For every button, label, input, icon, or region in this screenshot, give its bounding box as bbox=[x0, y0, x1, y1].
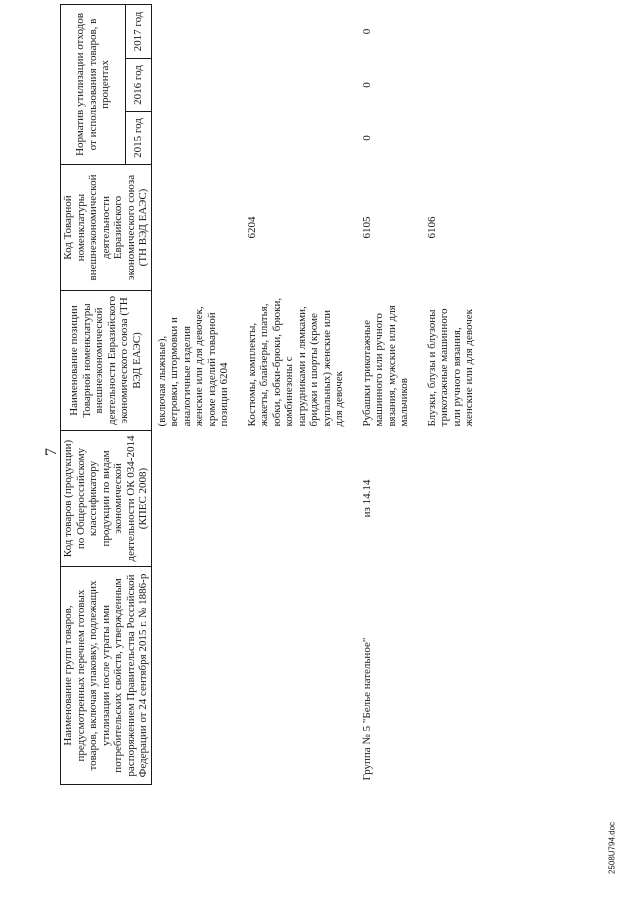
cell-2015: 0 bbox=[360, 135, 373, 141]
cell-tnved-code bbox=[151, 165, 232, 291]
table-row bbox=[347, 4, 412, 784]
cell-2016 bbox=[232, 59, 347, 112]
cell-2015 bbox=[151, 112, 232, 165]
cell-okpd: из 14.14 bbox=[360, 479, 373, 518]
header-norm: Норматив утилизации отходов от использования товаров, в процентах bbox=[61, 4, 126, 164]
cell-okpd bbox=[232, 431, 347, 567]
header-year-2016: 2016 год bbox=[126, 59, 151, 112]
cell-2015 bbox=[232, 112, 347, 165]
cell-tnved-name: Рубашки трикотажные машинного или ручного вязания, мужские или для мальчиков bbox=[360, 305, 410, 427]
norms-table bbox=[60, 4, 477, 785]
cell-group bbox=[412, 567, 477, 785]
cell-okpd bbox=[412, 431, 477, 567]
header-year-2017: 2017 год bbox=[126, 4, 151, 58]
cell-group: Группа № 5 "Белье нательное" bbox=[360, 637, 373, 781]
table-row bbox=[232, 4, 347, 784]
cell-2017 bbox=[412, 4, 477, 58]
cell-group bbox=[232, 567, 347, 785]
cell-okpd bbox=[151, 431, 232, 567]
page-number: 7 bbox=[43, 448, 60, 456]
cell-2017: 0 bbox=[360, 28, 373, 35]
cell-tnved-code: 6105 bbox=[360, 216, 373, 239]
cell-2016: 0 bbox=[360, 82, 373, 88]
footer-doc-code: 2508U794.doc bbox=[607, 821, 617, 875]
header-okpd: Код товаров (продукции) по Общероссийскому классификатору продукции по видам экономической деятельности ОК 034-2014 (КПЕС 2008) bbox=[61, 431, 152, 567]
header-group: Наименование групп товаров, предусмотренных перечнем готовых товаров, включая упаковку, подлежащих утилизации после утраты ими потребительских свойств, утвержденным распоряжением Правительства Российской Федерации от 24 сентября 2015 г. № 1886-р bbox=[61, 567, 152, 785]
rotated-table-container bbox=[60, 5, 580, 785]
cell-2015 bbox=[412, 112, 477, 165]
header-year-2015: 2015 год bbox=[126, 112, 151, 165]
cell-2017 bbox=[232, 4, 347, 58]
cell-group bbox=[151, 567, 232, 785]
cell-tnved-name: Костюмы, комплекты, жакеты, блайзеры, платья, юбки, юбки-брюки, брюки, комбинезоны с нагрудниками и лямками, бриджи и шорты (кроме купальных) женские или для девочек bbox=[245, 297, 345, 427]
header-tnved-name: Наименование позиции Товарной номенклатуры внешнеэкономической деятельности Евразийского экономического союза (ТН ВЭД ЕАЭС) bbox=[61, 291, 152, 431]
cell-2017 bbox=[151, 4, 232, 58]
cell-tnved-name: Блузки, блузы и блузоны трикотажные машинного или ручного вязания, женские или для девочек bbox=[425, 308, 475, 427]
header-tnved-code: Код Товарной номенклатуры внешнеэкономической деятельности Евразийского экономического союза (ТН ВЭД ЕАЭС) bbox=[61, 165, 152, 291]
table-row bbox=[151, 4, 232, 784]
cell-tnved-code: 6204 bbox=[245, 216, 258, 239]
cell-2016 bbox=[151, 59, 232, 112]
table-row bbox=[412, 4, 477, 784]
cell-2016 bbox=[412, 59, 477, 112]
cell-tnved-code: 6106 bbox=[425, 216, 438, 239]
cell-tnved-name: (включая лыжные), ветровки, штормовки и аналогичные изделия женские или для девочек, кроме изделий товарной позиции 6204 bbox=[155, 306, 230, 427]
